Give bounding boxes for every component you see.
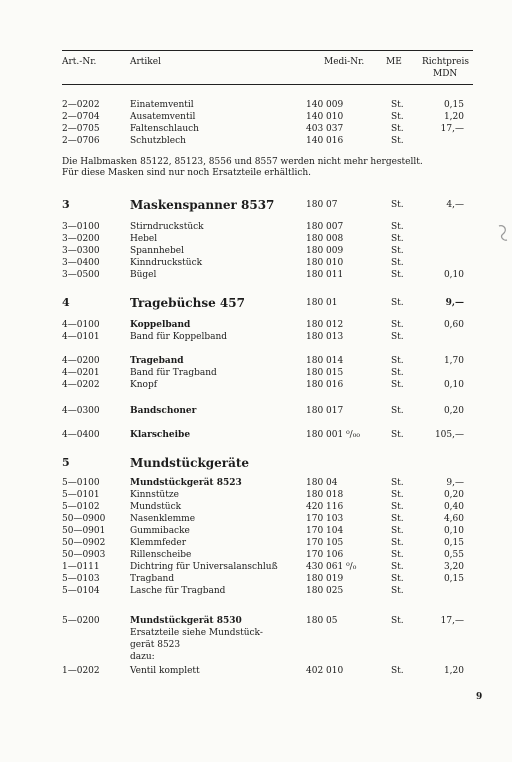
page-number: 9	[476, 692, 483, 702]
section-number: 3	[62, 198, 70, 211]
section-title: Maskenspanner 8537	[130, 198, 275, 212]
art-nr: 2—0202	[62, 100, 100, 110]
article-name: Mundstückgerät 8523	[130, 478, 242, 488]
article-name: Klemmfeder	[130, 538, 187, 548]
art-nr: 4—0101	[62, 332, 100, 342]
article-name: Bandschoner	[130, 406, 197, 416]
unit: St.	[391, 380, 404, 390]
price: 9,—	[445, 298, 464, 308]
table-row	[0, 513, 512, 525]
art-nr: 3—0400	[62, 258, 100, 268]
medi-nr: 180 007	[306, 222, 344, 232]
section-number: 4	[62, 296, 70, 309]
medi-nr: 170 103	[306, 514, 344, 524]
table-row	[0, 367, 512, 379]
table-row	[0, 549, 512, 561]
unit: St.	[391, 666, 404, 676]
scan-mark-icon	[496, 222, 510, 244]
table-row	[0, 111, 512, 123]
note-line-2: Für diese Masken sind nur noch Ersatzteile erhältlich.	[62, 168, 312, 178]
art-nr: 4—0200	[62, 356, 100, 366]
header-art-nr: Art.-Nr.	[62, 57, 97, 67]
unit: St.	[391, 234, 404, 244]
table-row	[0, 573, 512, 585]
medi-nr: 180 001 ⁰/₀₀	[306, 430, 360, 440]
table-row	[0, 525, 512, 537]
table-row	[0, 379, 512, 391]
price: 0,10	[443, 526, 464, 536]
art-nr: 3—0200	[62, 234, 100, 244]
art-nr: 4—0400	[62, 430, 100, 440]
article-name: Knopf	[130, 380, 158, 390]
header-richtpreis: Richtpreis	[422, 57, 469, 67]
article-note: dazu:	[130, 652, 155, 662]
table-row	[0, 405, 512, 417]
unit: St.	[391, 502, 404, 512]
note-line-1: Die Halbmasken 85122, 85123, 8556 und 8557 werden nicht mehr hergestellt.	[62, 157, 423, 167]
medi-nr: 170 104	[306, 526, 344, 536]
unit: St.	[391, 270, 404, 280]
table-row	[0, 99, 512, 111]
price: 0,10	[443, 270, 464, 280]
art-nr: 3—0100	[62, 222, 100, 232]
article-name: Nasenklemme	[130, 514, 196, 524]
art-nr: 1—0202	[62, 666, 100, 676]
art-nr: 5—0200	[62, 616, 100, 626]
medi-nr: 170 105	[306, 538, 344, 548]
art-nr: 1—0111	[62, 562, 100, 572]
article-name: Stirndruckstück	[130, 222, 204, 232]
table-row	[0, 615, 512, 627]
medi-nr: 180 025	[306, 586, 344, 596]
medi-nr: 180 012	[306, 320, 344, 330]
medi-nr: 402 010	[306, 666, 344, 676]
price: 1,20	[443, 112, 464, 122]
art-nr: 4—0202	[62, 380, 100, 390]
unit: St.	[391, 478, 404, 488]
unit: St.	[391, 406, 404, 416]
table-row	[0, 269, 512, 281]
price: 0,40	[443, 502, 464, 512]
art-nr: 3—0500	[62, 270, 100, 280]
unit: St.	[391, 550, 404, 560]
art-nr: 5—0102	[62, 502, 100, 512]
medi-nr: 180 016	[306, 380, 344, 390]
price: 3,20	[443, 562, 464, 572]
table-row	[0, 627, 512, 639]
table-row	[0, 135, 512, 147]
article-note: gerät 8523	[130, 640, 181, 650]
article-name: Mundstückgerät 8530	[130, 616, 242, 626]
table-row	[0, 221, 512, 233]
unit: St.	[391, 320, 404, 330]
medi-nr: 180 009	[306, 246, 344, 256]
table-row	[0, 355, 512, 367]
article-name: Klarscheibe	[130, 430, 191, 440]
art-nr: 4—0201	[62, 368, 100, 378]
art-nr: 4—0100	[62, 320, 100, 330]
header-medi-nr: Medi-Nr.	[324, 57, 365, 67]
medi-nr: 180 01	[306, 298, 338, 308]
art-nr: 50—0901	[62, 526, 106, 536]
section-heading-4	[0, 295, 512, 311]
header-artikel: Artikel	[130, 57, 161, 67]
medi-nr: 403 037	[306, 124, 344, 134]
medi-nr: 180 011	[306, 270, 344, 280]
art-nr: 5—0101	[62, 490, 100, 500]
article-name: Trageband	[130, 356, 184, 366]
medi-nr: 180 014	[306, 356, 344, 366]
article-name: Hebel	[130, 234, 158, 244]
price: 105,—	[434, 430, 464, 440]
medi-nr: 180 015	[306, 368, 344, 378]
medi-nr: 170 106	[306, 550, 344, 560]
price: 17,—	[440, 616, 464, 626]
table-row	[0, 257, 512, 269]
unit: St.	[391, 616, 404, 626]
unit: St.	[391, 222, 404, 232]
unit: St.	[391, 136, 404, 146]
price: 0,20	[443, 406, 464, 416]
table-row	[0, 585, 512, 597]
top-rule	[62, 50, 473, 51]
section-heading-5	[0, 455, 512, 471]
discontinued-note	[62, 157, 482, 179]
medi-nr: 180 019	[306, 574, 344, 584]
unit: St.	[391, 124, 404, 134]
price: 17,—	[440, 124, 464, 134]
art-nr: 5—0100	[62, 478, 100, 488]
article-note: Ersatzteile siehe Mundstück-	[130, 628, 263, 638]
art-nr: 50—0903	[62, 550, 106, 560]
art-nr: 50—0902	[62, 538, 106, 548]
unit: St.	[391, 332, 404, 342]
table-row	[0, 651, 512, 663]
unit: St.	[391, 430, 404, 440]
art-nr: 4—0300	[62, 406, 100, 416]
unit: St.	[391, 200, 404, 210]
price: 9,—	[446, 478, 464, 488]
unit: St.	[391, 100, 404, 110]
unit: St.	[391, 356, 404, 366]
unit: St.	[391, 514, 404, 524]
unit: St.	[391, 490, 404, 500]
table-row	[0, 123, 512, 135]
art-nr: 2—0705	[62, 124, 100, 134]
art-nr: 5—0103	[62, 574, 100, 584]
unit: St.	[391, 574, 404, 584]
medi-nr: 180 018	[306, 490, 344, 500]
medi-nr: 420 116	[306, 502, 344, 512]
unit: St.	[391, 298, 404, 308]
medi-nr: 180 07	[306, 200, 338, 210]
article-name: Dichtring für Universalanschluß	[130, 562, 278, 572]
table-row	[0, 429, 512, 441]
section-title: Mundstückgeräte	[130, 456, 250, 470]
section-heading-3	[0, 197, 512, 213]
article-name: Bügel	[130, 270, 157, 280]
article-name: Kinnstütze	[130, 490, 179, 500]
medi-nr: 180 008	[306, 234, 344, 244]
art-nr: 5—0104	[62, 586, 100, 596]
unit: St.	[391, 246, 404, 256]
header-me: ME	[386, 57, 402, 67]
price: 0,20	[443, 490, 464, 500]
medi-nr: 180 05	[306, 616, 338, 626]
table-row	[0, 477, 512, 489]
article-name: Tragband	[130, 574, 175, 584]
medi-nr: 180 010	[306, 258, 344, 268]
art-nr: 2—0704	[62, 112, 100, 122]
article-name: Schutzblech	[130, 136, 186, 146]
header-rule	[62, 84, 473, 85]
art-nr: 2—0706	[62, 136, 100, 146]
unit: St.	[391, 526, 404, 536]
article-name: Rillenscheibe	[130, 550, 192, 560]
article-name: Gummibacke	[130, 526, 190, 536]
table-row	[0, 537, 512, 549]
medi-nr: 140 016	[306, 136, 344, 146]
price: 0,15	[443, 574, 464, 584]
article-name: Kinndruckstück	[130, 258, 203, 268]
unit: St.	[391, 368, 404, 378]
article-name: Mundstück	[130, 502, 182, 512]
table-row	[0, 233, 512, 245]
price: 0,15	[443, 100, 464, 110]
article-name: Band für Koppelband	[130, 332, 228, 342]
section-number: 5	[62, 456, 70, 469]
medi-nr: 180 013	[306, 332, 344, 342]
unit: St.	[391, 586, 404, 596]
art-nr: 3—0300	[62, 246, 100, 256]
article-name: Band für Tragband	[130, 368, 217, 378]
table-header	[0, 56, 512, 68]
unit: St.	[391, 562, 404, 572]
table-row	[0, 561, 512, 573]
table-row	[0, 319, 512, 331]
price: 1,70	[443, 356, 464, 366]
article-name: Lasche für Tragband	[130, 586, 226, 596]
header-mdn: MDN	[433, 69, 458, 79]
article-name: Spannhebel	[130, 246, 184, 256]
article-name: Faltenschlauch	[130, 124, 199, 134]
table-row	[0, 665, 512, 677]
medi-nr: 180 04	[306, 478, 338, 488]
medi-nr: 140 009	[306, 100, 344, 110]
section-title: Tragebüchse 457	[130, 296, 245, 310]
price: 4,60	[443, 514, 464, 524]
table-row	[0, 489, 512, 501]
medi-nr: 140 010	[306, 112, 344, 122]
price: 0,60	[443, 320, 464, 330]
unit: St.	[391, 538, 404, 548]
medi-nr: 430 061 ⁰/₀	[306, 562, 357, 572]
unit: St.	[391, 112, 404, 122]
price: 0,10	[443, 380, 464, 390]
medi-nr: 180 017	[306, 406, 344, 416]
price: 0,55	[443, 550, 464, 560]
table-header-unit	[0, 68, 512, 80]
article-name: Einatemventil	[130, 100, 194, 110]
price: 0,15	[443, 538, 464, 548]
price: 1,20	[443, 666, 464, 676]
article-name: Ventil komplett	[130, 666, 200, 676]
table-row	[0, 501, 512, 513]
table-row	[0, 245, 512, 257]
table-row	[0, 331, 512, 343]
art-nr: 50—0900	[62, 514, 106, 524]
price: 4,—	[446, 200, 464, 210]
unit: St.	[391, 258, 404, 268]
article-name: Ausatemventil	[130, 112, 196, 122]
article-name: Koppelband	[130, 320, 191, 330]
table-row	[0, 639, 512, 651]
